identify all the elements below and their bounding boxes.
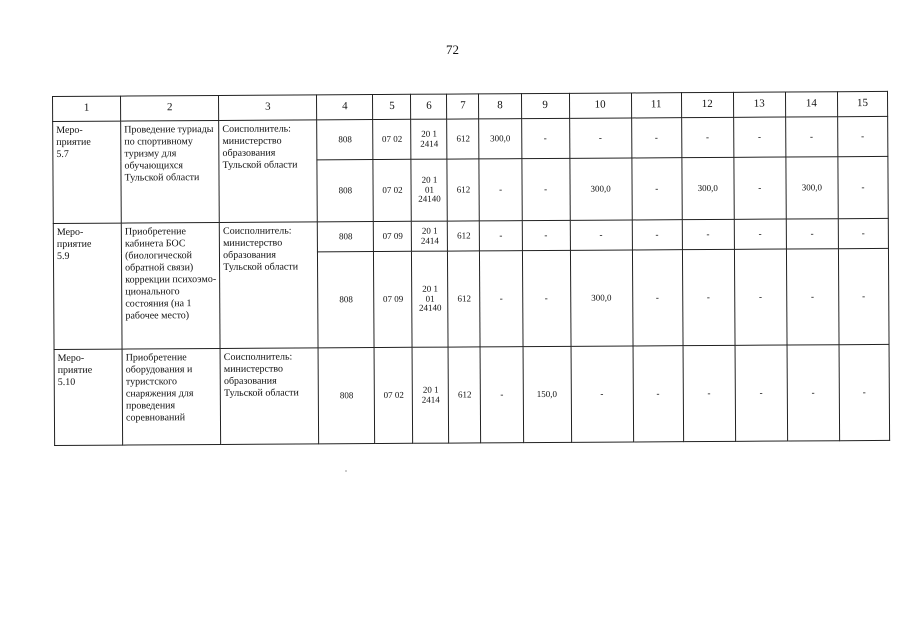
table-row — [54, 344, 890, 445]
data-cell: 20 1 2414 — [412, 221, 448, 251]
column-header: 8 — [479, 94, 521, 119]
event-name-cell: Приобретение оборудования и туристского снаряжения для проведения соревнований — [122, 348, 221, 445]
data-cell: - — [787, 345, 840, 441]
data-cell: 300,0 — [569, 158, 631, 220]
data-cell: - — [839, 344, 890, 440]
data-cell: - — [631, 158, 681, 220]
data-cell: - — [632, 220, 682, 250]
scan-speck — [345, 470, 347, 472]
data-cell: 07 02 — [374, 347, 413, 443]
column-header: 5 — [373, 94, 411, 119]
data-cell: 808 — [318, 222, 374, 252]
page-number: 72 — [446, 42, 459, 57]
data-cell: 612 — [448, 221, 480, 251]
data-cell: 07 09 — [374, 221, 412, 251]
table-row — [53, 116, 888, 161]
event-id-cell: Меро- приятие 5.7 — [53, 121, 122, 223]
data-cell: - — [571, 346, 634, 442]
data-cell: 300,0 — [786, 157, 838, 219]
data-cell: 808 — [318, 348, 375, 444]
data-cell: - — [570, 220, 632, 250]
column-header: 13 — [733, 92, 785, 117]
data-cell: - — [838, 248, 889, 344]
data-cell: - — [786, 219, 838, 249]
event-id-cell: Меро- приятие 5.9 — [53, 223, 122, 349]
data-cell: - — [631, 118, 681, 158]
data-cell: - — [569, 118, 631, 158]
data-cell: - — [632, 250, 683, 346]
data-cell: - — [682, 219, 734, 249]
column-header: 11 — [631, 93, 681, 118]
executor-cell: Соисполнитель: министерство образования Тульской области — [219, 120, 318, 223]
event-name-cell: Проведение туриады по спортивному туризму для обучающихся Тульской области — [121, 120, 220, 223]
data-cell: 07 09 — [374, 251, 413, 347]
data-cell: - — [480, 347, 523, 443]
data-cell: - — [479, 159, 521, 221]
column-header: 10 — [569, 93, 631, 118]
data-cell: - — [522, 250, 571, 346]
data-cell: - — [838, 218, 888, 248]
data-cell: 808 — [318, 252, 375, 348]
data-cell: 808 — [317, 120, 373, 160]
column-header: 6 — [411, 94, 447, 119]
data-cell: 300,0 — [570, 250, 633, 346]
column-header: 15 — [837, 91, 887, 116]
data-cell: 612 — [447, 119, 479, 159]
data-cell: - — [633, 346, 684, 442]
data-cell: 20 1 01 24140 — [411, 159, 447, 221]
data-cell: - — [837, 116, 887, 156]
column-header: 14 — [785, 92, 837, 117]
data-cell: - — [681, 117, 733, 157]
data-cell: 07 02 — [373, 159, 411, 221]
data-cell: 20 1 01 24140 — [412, 251, 449, 347]
data-cell: - — [735, 345, 788, 441]
data-cell: - — [682, 249, 735, 345]
data-cell: - — [786, 249, 839, 345]
data-cell: 20 1 2414 — [411, 119, 447, 159]
column-header: 4 — [317, 95, 373, 120]
data-cell: - — [521, 118, 569, 158]
column-header: 9 — [521, 93, 569, 118]
data-cell: - — [733, 117, 785, 157]
data-cell: - — [522, 220, 570, 250]
budget-table-container — [52, 91, 890, 446]
data-cell: - — [521, 158, 569, 220]
data-cell: 150,0 — [523, 346, 572, 442]
event-name-cell: Приобретение кабинета БОС (биологической обратной связи) коррекции психоэмо-ционального состояния (на 1 рабочее место) — [121, 222, 220, 349]
data-cell: 612 — [447, 159, 479, 221]
data-cell: 20 1 2414 — [412, 347, 449, 443]
data-cell: 808 — [317, 160, 373, 222]
column-header: 12 — [681, 92, 733, 117]
data-cell: - — [734, 249, 787, 345]
data-cell: - — [734, 157, 786, 219]
event-id-cell: Меро- приятие 5.10 — [54, 349, 123, 445]
data-cell: 612 — [448, 251, 481, 347]
data-cell: - — [785, 117, 837, 157]
executor-cell: Соисполнитель: министерство образования Тульской области — [220, 348, 319, 445]
data-cell: - — [480, 251, 523, 347]
data-cell: - — [683, 345, 736, 441]
data-cell: 612 — [448, 347, 481, 443]
column-header: 3 — [219, 95, 317, 121]
data-cell: - — [480, 221, 522, 251]
data-cell: - — [838, 156, 889, 218]
data-cell: 300,0 — [682, 157, 734, 219]
column-header: 2 — [121, 95, 219, 121]
budget-table — [52, 91, 890, 446]
executor-cell: Соисполнитель: министерство образования Тульской области — [219, 222, 318, 349]
column-header: 1 — [53, 96, 121, 121]
data-cell: 07 02 — [373, 119, 411, 159]
data-cell: 300,0 — [479, 119, 521, 159]
column-header: 7 — [447, 94, 479, 119]
data-cell: - — [734, 219, 786, 249]
